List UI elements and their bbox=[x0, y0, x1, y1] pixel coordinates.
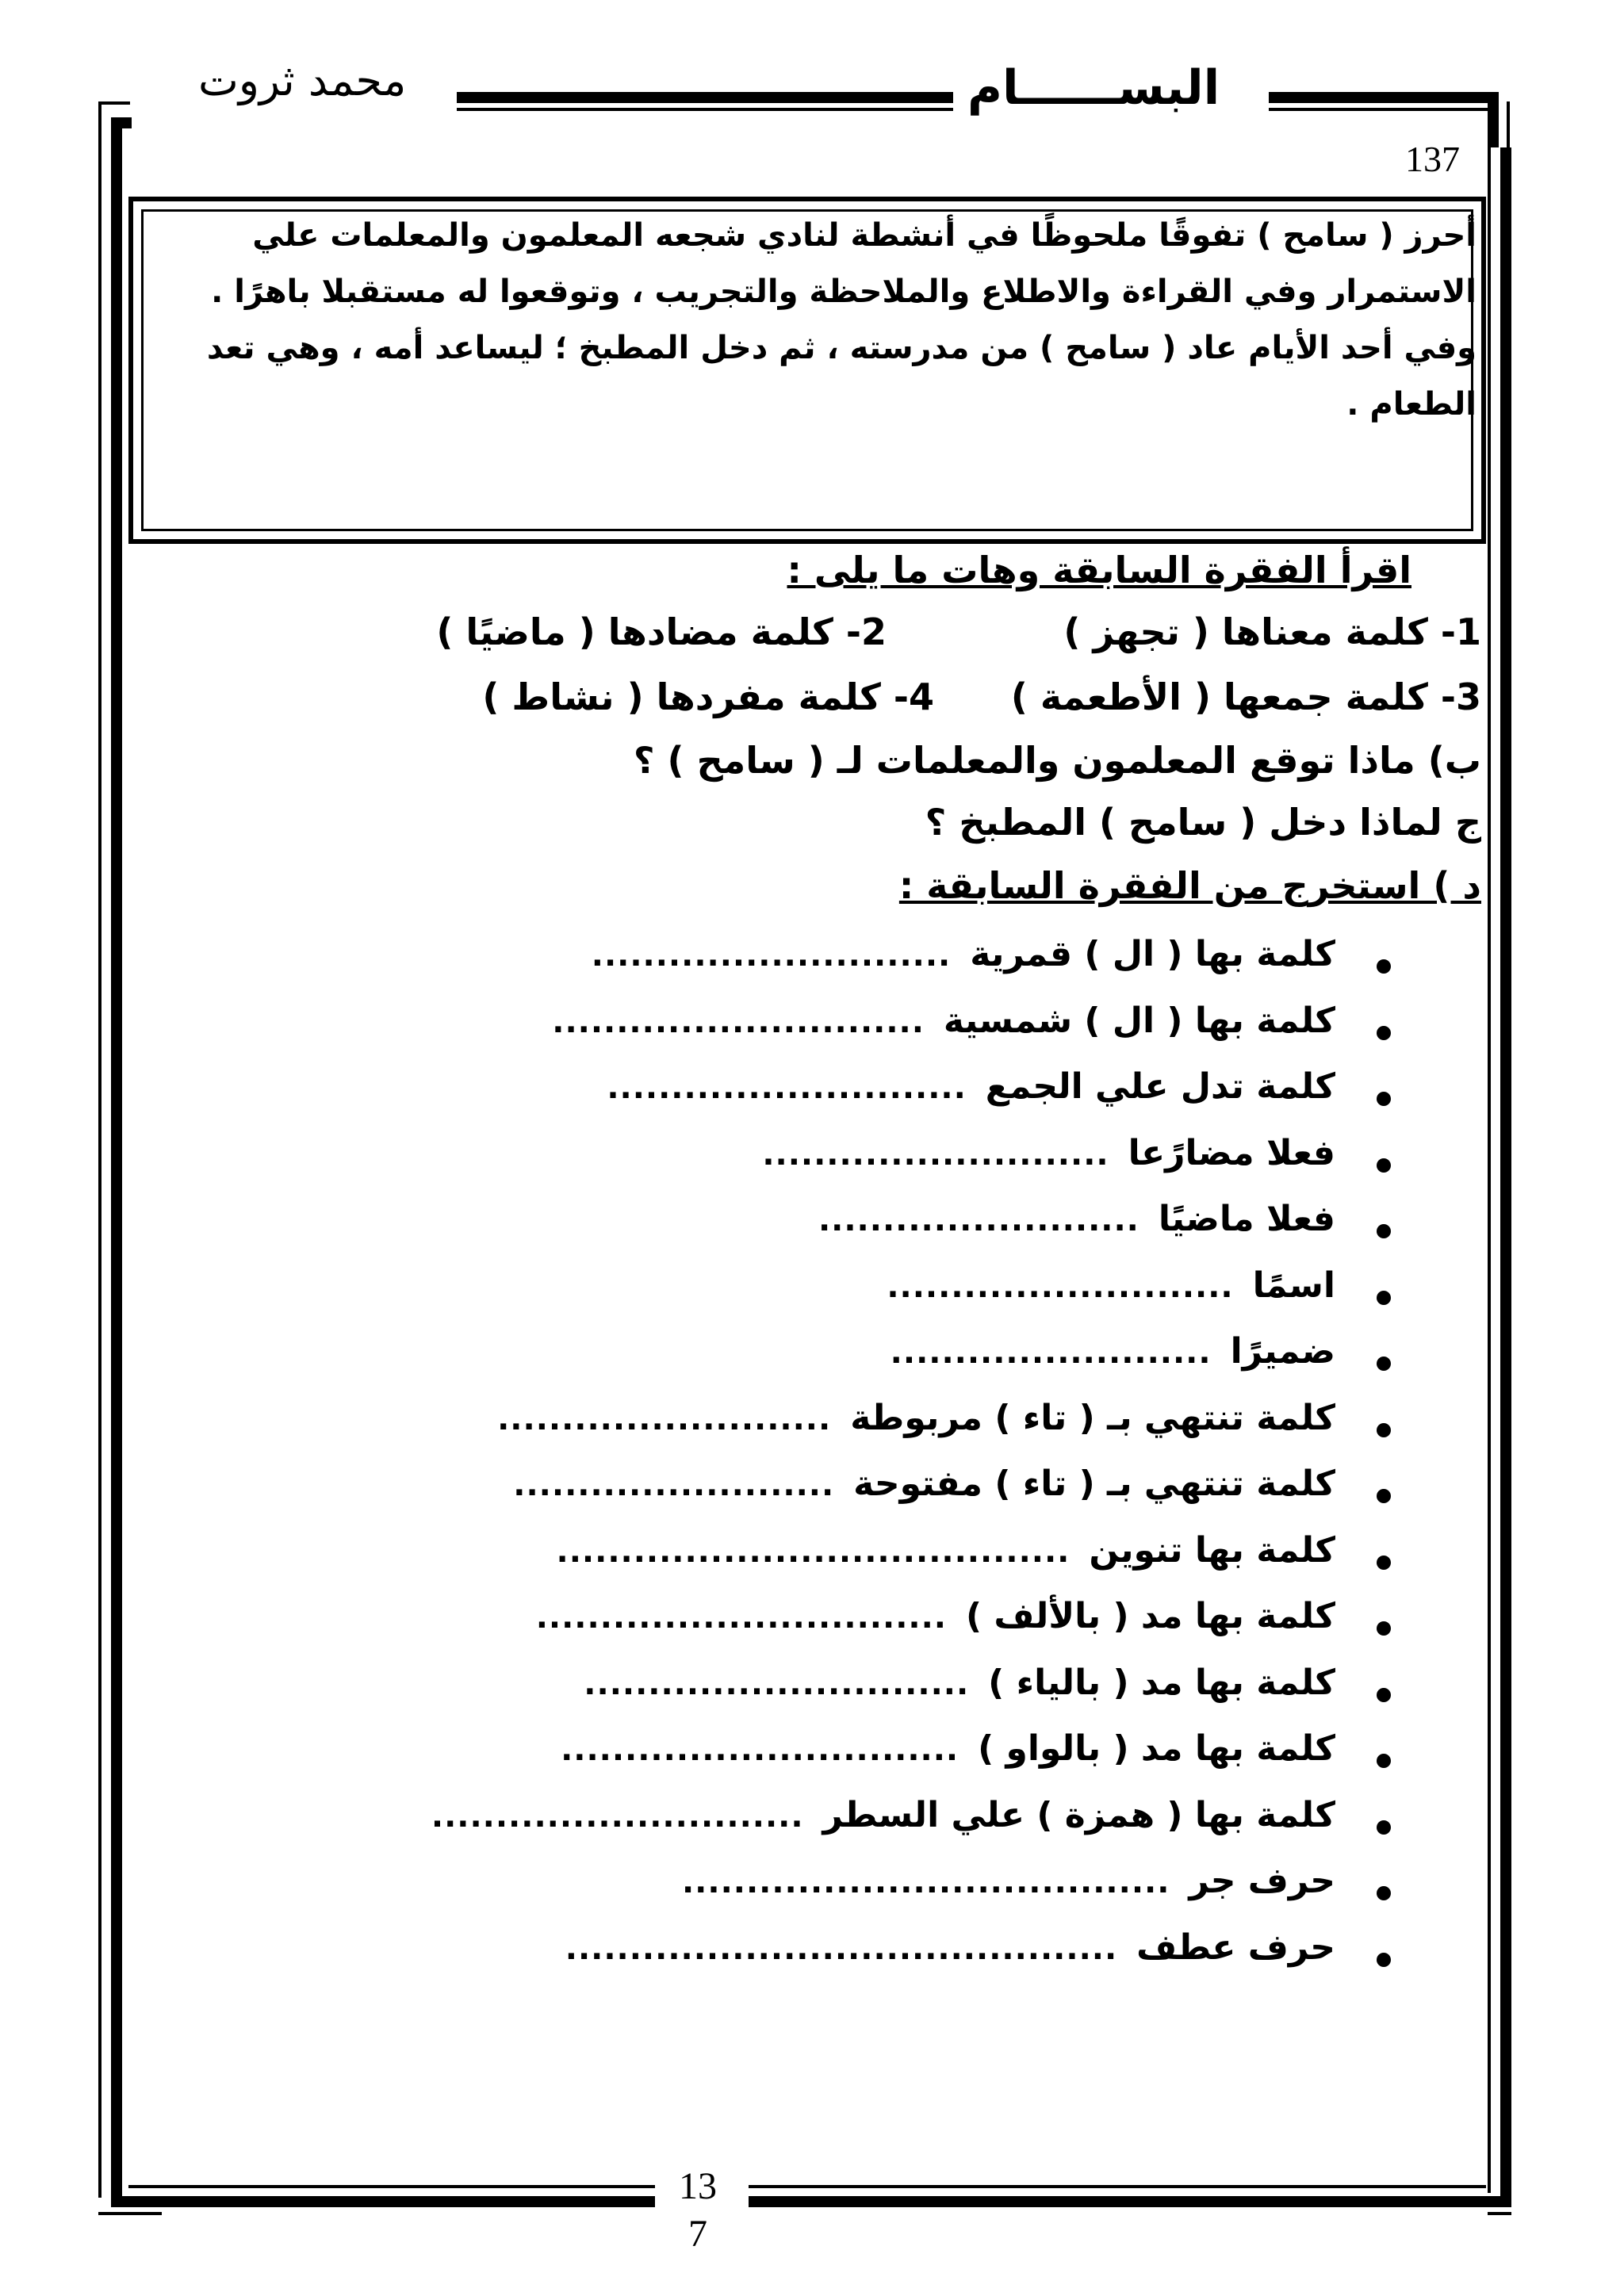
answer-blank[interactable]: ............................... bbox=[561, 1732, 959, 1768]
question-4-text: كلمة مفردها ( نشاط ) bbox=[482, 675, 881, 718]
answer-blank[interactable]: ............................. bbox=[552, 1004, 925, 1040]
header-rule-right-thick bbox=[1269, 92, 1497, 103]
extract-item bbox=[0, 1856, 1624, 1919]
extract-item bbox=[0, 1591, 1624, 1655]
answer-blank[interactable]: ........................... bbox=[887, 1269, 1234, 1305]
extract-item-label: كلمة تدل علي الجمع bbox=[985, 1066, 1335, 1107]
question-2-number: 2- bbox=[845, 610, 887, 653]
answer-blank[interactable]: ........................................... bbox=[565, 1931, 1118, 1967]
answer-blank[interactable]: ......................... bbox=[890, 1334, 1212, 1371]
question-3-number: 3- bbox=[1440, 675, 1481, 718]
extract-item-label: حرف عطف bbox=[1136, 1927, 1335, 1968]
passage-paragraph: أحرز ( سامح ) تفوقًا ملحوظًا في أنشطة لنادي شجعه المعلمون والمعلمات علي الاستمرار وفي القراءة والاطلاع والملاحظة والتجريب ، وتوقعوا له مستقبلا باهرًا . bbox=[211, 217, 1477, 310]
page-number: 137 bbox=[1405, 139, 1460, 179]
bullet-icon bbox=[1377, 1754, 1391, 1768]
answer-blank[interactable]: ........................................ bbox=[556, 1533, 1071, 1570]
extract-item bbox=[0, 1326, 1624, 1390]
answer-blank[interactable]: .............................. bbox=[584, 1666, 970, 1702]
question-2-text: كلمة مضادها ( ماضيًا ) bbox=[436, 610, 833, 653]
bullet-icon bbox=[1377, 1953, 1391, 1967]
question-4-number: 4- bbox=[893, 675, 934, 718]
extract-item-label: حرف جر bbox=[1189, 1861, 1335, 1901]
extract-item-label: كلمة بها مد ( بالألف ) bbox=[965, 1596, 1335, 1636]
footer-rule-left-thin bbox=[128, 2185, 655, 2188]
extract-item-label: فعلا ماضيًا bbox=[1158, 1199, 1335, 1239]
extract-item-label: كلمة بها ( ال ) قمرية bbox=[970, 934, 1335, 974]
footer-rule-left-thick bbox=[151, 2196, 655, 2207]
bullet-icon bbox=[1377, 1026, 1391, 1040]
bullet-icon bbox=[1377, 1357, 1391, 1371]
frame-corner-bottom-left-h bbox=[111, 2196, 159, 2207]
extract-item bbox=[0, 1261, 1624, 1324]
extract-item-label: اسمًا bbox=[1252, 1265, 1335, 1306]
extract-item bbox=[0, 996, 1624, 1059]
extract-item bbox=[0, 1525, 1624, 1589]
footer-rule-right-thick bbox=[749, 2196, 1511, 2207]
answer-blank[interactable]: ........................... bbox=[762, 1136, 1109, 1173]
question-3-text: كلمة جمعها ( الأطعمة ) bbox=[1010, 675, 1428, 718]
header-rule-left-thick bbox=[457, 92, 953, 103]
question-1 bbox=[1063, 610, 1481, 653]
question-4 bbox=[482, 675, 934, 718]
answer-blank[interactable]: ............................. bbox=[431, 1798, 804, 1835]
header-rule-left-thin bbox=[457, 108, 953, 111]
question-b: ب) ماذا توقع المعلمون والمعلمات لـ ( سامح ) ؟ bbox=[633, 739, 1481, 782]
bullet-icon bbox=[1377, 1224, 1391, 1238]
extract-item-label: ضميرًا bbox=[1230, 1331, 1335, 1372]
extract-item bbox=[0, 1062, 1624, 1125]
question-d: د ) استخرج من الفقرة السابقة : bbox=[898, 864, 1481, 907]
extract-item-label: كلمة بها تنوين bbox=[1089, 1530, 1335, 1571]
bullet-icon bbox=[1377, 1688, 1391, 1702]
extract-item-label: كلمة بها مد ( بالواو ) bbox=[978, 1728, 1335, 1769]
extract-item-label: كلمة بها ( ال ) شمسية bbox=[943, 1001, 1335, 1041]
bullet-icon bbox=[1377, 1886, 1391, 1900]
extract-item bbox=[0, 929, 1624, 993]
answer-blank[interactable]: ......................... bbox=[818, 1202, 1139, 1238]
question-2 bbox=[436, 610, 887, 653]
question-c: ج لماذا دخل ( سامح ) المطبخ ؟ bbox=[925, 801, 1481, 844]
bullet-icon bbox=[1377, 1820, 1391, 1835]
passage-text bbox=[198, 208, 1477, 433]
bullet-icon bbox=[1377, 1556, 1391, 1570]
bullet-icon bbox=[1377, 1423, 1391, 1437]
extract-item bbox=[0, 1923, 1624, 1986]
answer-blank[interactable]: ............................ bbox=[607, 1070, 967, 1106]
extract-item bbox=[0, 1658, 1624, 1721]
extract-item-label: كلمة تنتهي بـ ( تاء ) مفتوحة bbox=[853, 1464, 1335, 1504]
question-3 bbox=[1011, 675, 1481, 718]
extract-item-label: كلمة بها ( همزة ) علي السطر bbox=[822, 1795, 1335, 1835]
bullet-icon bbox=[1377, 1621, 1391, 1636]
extract-item bbox=[0, 1459, 1624, 1522]
frame-corner-top-left-v bbox=[98, 101, 102, 136]
footer-page-number: 13 7 bbox=[679, 2165, 717, 2255]
frame-corner-top-left-h bbox=[98, 101, 130, 105]
extract-item-label: فعلا مضارًعا bbox=[1128, 1133, 1335, 1173]
book-title: البســــــام bbox=[967, 60, 1220, 116]
footer-rule-right-thin bbox=[749, 2185, 1486, 2188]
frame-corner-top-right-v2 bbox=[1507, 101, 1510, 147]
bullet-icon bbox=[1377, 1158, 1391, 1173]
question-1-text: كلمة معناها ( تجهز ) bbox=[1063, 610, 1428, 653]
question-1-number: 1- bbox=[1440, 610, 1481, 653]
answer-blank[interactable]: .......................... bbox=[497, 1401, 832, 1437]
bullet-icon bbox=[1377, 959, 1391, 974]
answer-blank[interactable]: ......................... bbox=[513, 1467, 835, 1503]
extract-item bbox=[0, 1194, 1624, 1257]
passage-paragraph: وفي أحد الأيام عاد ( سامح ) من مدرسته ، ثم دخل المطبخ ؛ ليساعد أمه ، وهي تعد الطعام . bbox=[206, 330, 1477, 423]
answer-blank[interactable]: ............................ bbox=[591, 937, 952, 974]
bullet-icon bbox=[1377, 1092, 1391, 1106]
extract-item-label: كلمة تنتهي بـ ( تاء ) مربوطة bbox=[850, 1398, 1335, 1438]
questions-intro: اقرأ الفقرة السابقة وهات ما يلى : bbox=[787, 549, 1411, 591]
frame-corner-bottom-right-h bbox=[1488, 2212, 1511, 2215]
extract-item bbox=[0, 1790, 1624, 1854]
bullet-icon bbox=[1377, 1291, 1391, 1305]
answer-blank[interactable]: ................................ bbox=[535, 1599, 947, 1636]
author-name: محمد ثروت bbox=[198, 55, 407, 105]
answer-blank[interactable]: ...................................... bbox=[681, 1864, 1170, 1900]
bullet-icon bbox=[1377, 1489, 1391, 1503]
extract-item bbox=[0, 1128, 1624, 1192]
extract-item bbox=[0, 1393, 1624, 1456]
header-rule-right-thin bbox=[1269, 108, 1497, 111]
extract-item-label: كلمة بها مد ( بالياء ) bbox=[988, 1663, 1335, 1703]
frame-corner-bottom-left-h2 bbox=[98, 2212, 162, 2215]
frame-corner-top-right-v bbox=[1488, 92, 1499, 147]
extract-item bbox=[0, 1724, 1624, 1787]
